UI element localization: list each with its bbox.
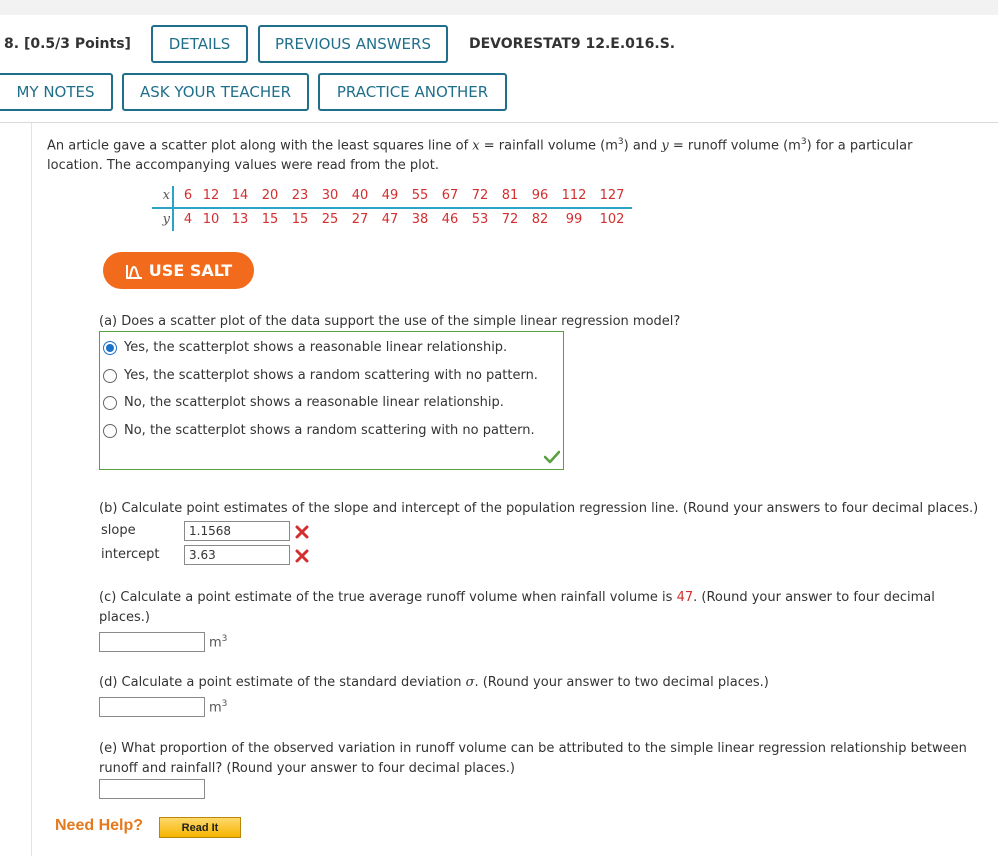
runoff-estimate-input[interactable] xyxy=(99,632,205,652)
table-cell: 53 xyxy=(471,212,489,227)
radio-button[interactable] xyxy=(103,396,117,410)
use-salt-button[interactable] xyxy=(103,252,254,289)
table-cell: 25 xyxy=(321,212,339,227)
table-cell: 10 xyxy=(202,212,220,227)
top-strip xyxy=(0,0,998,16)
table-cell: 15 xyxy=(291,212,309,227)
problem-statement: An article gave a scatter plot along with the least squares line of x = rainfall volume $(m^3)$ and y = runoff volume $(m^3)$ for a particular location. The accompanying values were read from the plot. xyxy=(47,137,913,174)
table-cell: 72 xyxy=(471,188,489,203)
read-it-button[interactable]: Read It xyxy=(159,817,241,838)
ask-your-teacher-button[interactable]: ASK YOUR TEACHER xyxy=(122,73,309,111)
part-a-prompt: (a) Does a scatter plot of the data support the use of the simple linear regression model? xyxy=(99,314,681,329)
table-cell: 23 xyxy=(291,188,309,203)
table-cell: 40 xyxy=(351,188,369,203)
part-e-prompt: (e) What proportion of the observed variation in runoff volume can be attributed to the simple linear regression relationship between runoff and rainfall? (Round your answer to four decimal places.) xyxy=(99,741,967,776)
table-cell: 4 xyxy=(183,212,193,227)
choice-option-2[interactable]: Yes, the scatterplot shows a random scattering with no pattern. xyxy=(103,368,538,383)
question-number: 8. [0.5/3 Points] xyxy=(4,36,131,52)
incorrect-x-icon xyxy=(295,549,309,563)
use-salt-label: USE SALT xyxy=(148,261,233,280)
table-cell: 13 xyxy=(231,212,249,227)
table-horizontal-divider xyxy=(152,207,632,209)
table-cell: 14 xyxy=(231,188,249,203)
radio-button[interactable] xyxy=(103,369,117,383)
table-cell: 96 xyxy=(531,188,549,203)
table-cell: 81 xyxy=(501,188,519,203)
correct-check-icon xyxy=(544,450,560,464)
table-cell: 12 xyxy=(202,188,220,203)
table-cell: 47 xyxy=(381,212,399,227)
proportion-input[interactable] xyxy=(99,779,205,799)
intercept-label: intercept xyxy=(101,547,160,562)
table-cell: 112 xyxy=(561,188,587,203)
table-cell: 55 xyxy=(411,188,429,203)
table-cell: 30 xyxy=(321,188,339,203)
previous-answers-button[interactable]: PREVIOUS ANSWERS xyxy=(258,25,448,63)
table-cell: 99 xyxy=(565,212,583,227)
content-border xyxy=(31,123,32,856)
part-c-prompt: (c) Calculate a point estimate of the true average runoff volume when rainfall volume is 47. (Round your answer to four decimal places.) xyxy=(99,590,935,625)
x-label: x xyxy=(162,188,170,203)
std-dev-input[interactable] xyxy=(99,697,205,717)
need-help-label: Need Help? xyxy=(55,817,144,834)
table-cell: 72 xyxy=(501,212,519,227)
table-cell: 102 xyxy=(599,212,625,227)
radio-button-selected[interactable] xyxy=(103,341,117,355)
table-cell: 46 xyxy=(441,212,459,227)
table-cell: 67 xyxy=(441,188,459,203)
y-label: y xyxy=(162,212,170,227)
part-d-prompt: (d) Calculate a point estimate of the standard deviation σ. (Round your answer to two decimal places.) xyxy=(99,675,769,690)
incorrect-x-icon xyxy=(295,525,309,539)
table-cell: 20 xyxy=(261,188,279,203)
table-cell: 27 xyxy=(351,212,369,227)
choice-option-1[interactable]: Yes, the scatterplot shows a reasonable linear relationship. xyxy=(103,340,507,355)
table-cell: 38 xyxy=(411,212,429,227)
rainfall-value: 47 xyxy=(676,590,694,605)
unit-label: $m^3$ xyxy=(209,634,228,651)
question-points: [0.5/3 Points] xyxy=(23,36,131,52)
choice-option-4[interactable]: No, the scatterplot shows a random scattering with no pattern. xyxy=(103,423,535,438)
table-cell: 6 xyxy=(183,188,193,203)
question-code: DEVORESTAT9 12.E.016.S. xyxy=(469,36,676,52)
practice-another-button[interactable]: PRACTICE ANOTHER xyxy=(318,73,507,111)
table-cell: 49 xyxy=(381,188,399,203)
table-cell: 127 xyxy=(599,188,625,203)
my-notes-button[interactable]: MY NOTES xyxy=(0,73,113,111)
part-b-prompt: (b) Calculate point estimates of the slope and intercept of the population regression line. (Round your answers to four decimal places.) xyxy=(99,501,979,516)
choice-option-3[interactable]: No, the scatterplot shows a reasonable linear relationship. xyxy=(103,395,504,410)
slope-label: slope xyxy=(101,523,136,538)
slope-input[interactable] xyxy=(184,521,290,541)
unit-label: $m^3$ xyxy=(209,699,228,716)
table-cell: 82 xyxy=(531,212,549,227)
details-button[interactable]: DETAILS xyxy=(151,25,248,63)
intercept-input[interactable] xyxy=(184,545,290,565)
salt-icon xyxy=(125,263,143,279)
table-cell: 15 xyxy=(261,212,279,227)
radio-button[interactable] xyxy=(103,424,117,438)
